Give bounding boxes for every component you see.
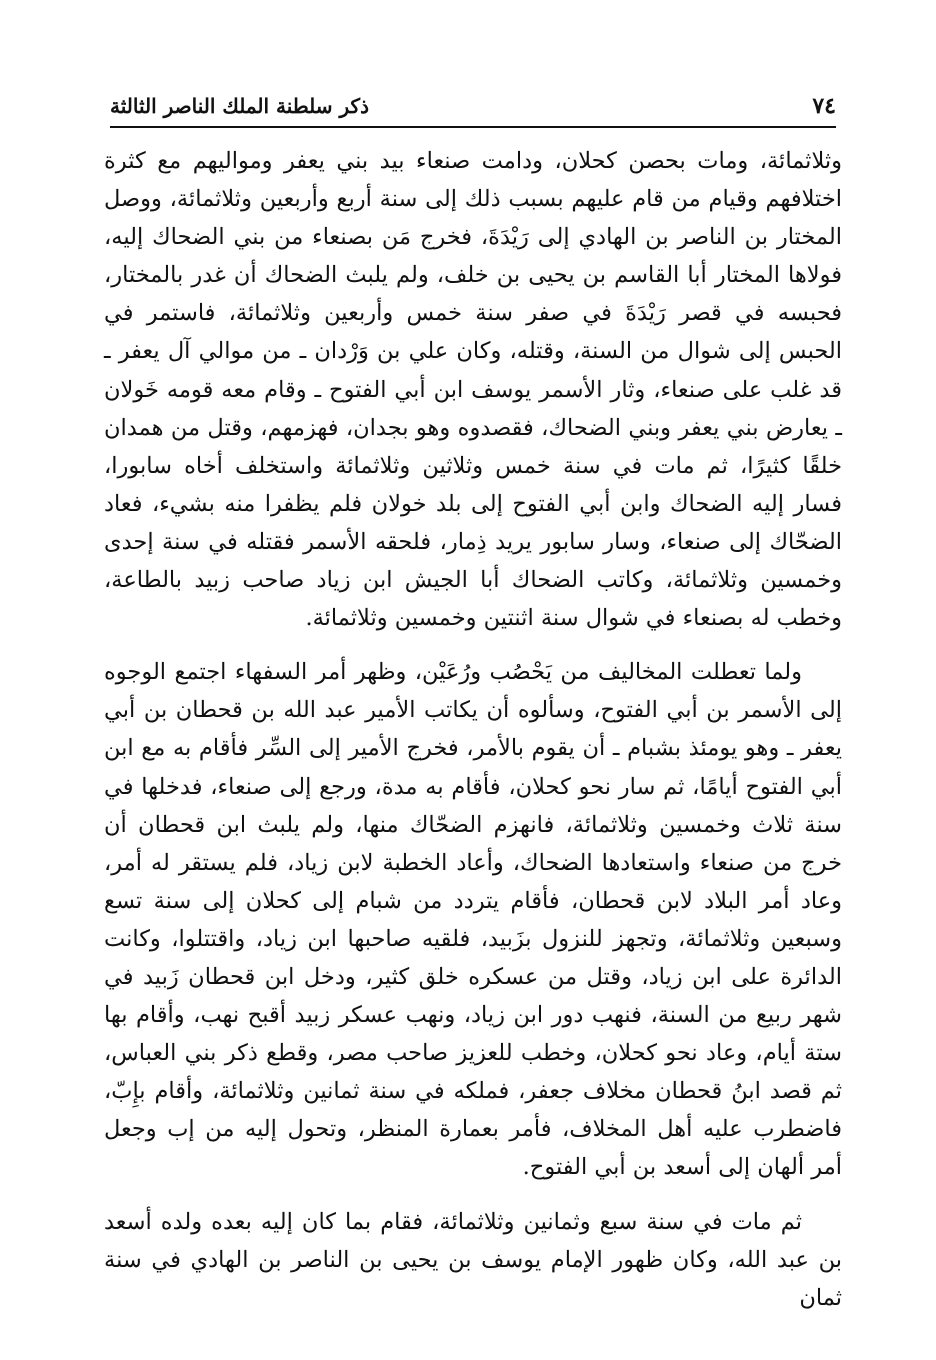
page-number: ٧٤ [812, 93, 836, 119]
paragraph-3: ثم مات في سنة سبع وثمانين وثلاثمائة، فقام بما كان إليه بعده ولده أسعد بن عبد الله، وكان ظهور الإمام يوسف بن يحيى بن الناصر بن الهادي في سنة ثمان [104, 1208, 842, 1311]
paragraph-2: ولما تعطلت المخاليف من يَحْصُب ورُعَيْن، وظهر أمر السفهاء اجتمع الوجوه إلى الأسمر بن أبي الفتوح، وسألوه أن يكاتب الأمير عبد الله بن قحطان بن أبي يعفر ـ وهو يومئذ بشبام ـ أن يقوم بالأمر، فخرج الأمير إلى السِّر فأقام به مع ابن أبي الفتوح أيامًا، ثم سار نحو كحلان، فأقام به مدة، ورجع إلى صنعاء، فدخلها في سنة ثلاث وخمسين وثلاثمائة، فانهزم الضحّاك منها، ولم يلبث ابن قحطان أن خرج من صنعاء واستعادها الضحاك، وأعاد الخطبة لابن زياد، فلم يستقر له أمر، وعاد أمر البلاد لابن قحطان، فأقام يتردد من شبام إلى كحلان إلى سنة تسع وسبعين وثلاثمائة، وتجهز للنزول بزَبيد، فلقيه صاحبها ابن زياد، واقتتلوا، وكانت الدائرة على ابن زياد، وقتل من عسكره خلق كثير، ودخل ابن قحطان زَبيد في شهر ربيع من السنة، فنهب دور ابن زياد، ونهب عسكر زبيد أقبح نهب، وأقام بها ستة أيام، وعاد نحو كحلان، وخطب للعزيز صاحب مصر، وقطع ذكر بني العباس، ثم قصد ابنُ قحطان مخلاف جعفر، فملكه في سنة ثمانين وثلاثمائة، وأقام بإِبّ، فاضطرب عليه أهل المخلاف، فأمر بعمارة المنظر، وتحول إليه من إب وجعل أمر ألهان إلى أسعد بن أبي الفتوح. [104, 659, 842, 1181]
body-text [104, 142, 842, 1317]
paragraph-1: وثلاثمائة، ومات بحصن كحلان، ودامت صنعاء بيد بني يعفر ومواليهم مع كثرة اختلافهم وقيام من قام عليهم بسبب ذلك إلى سنة أربع وأربعين وثلاثمائة، ووصل المختار بن الناصر بن الهادي إلى رَيْدَةَ، فخرج مَن بصنعاء من بني الضحاك إليه، فولاها المختار أبا القاسم بن يحيى بن خلف، ولم يلبث الضحاك أن غدر بالمختار، فحبسه في قصر رَيْدَةَ في صفر سنة خمس وأربعين وثلاثمائة، فاستمر في الحبس إلى شوال من السنة، وقتله، وكان علي بن وَرْدان ـ من موالي آل يعفر ـ قد غلب على صنعاء، وثار الأسمر يوسف ابن أبي الفتوح ـ وقام معه قومه خَولان ـ يعارض بني يعفر وبني الضحاك، فقصدوه وهو بجدان، فهزمهم، وقتل من همدان خلقًا كثيرًا، ثم مات في سنة خمس وثلاثين وثلاثمائة واستخلف أخاه سابورا، فسار إليه الضحاك وابن أبي الفتوح إلى بلد خولان فلم يظفرا منه بشيء، فعاد الضحّاك إلى صنعاء، وسار سابور يريد ذِمار، فلحقه الأسمر فقتله في سنة إحدى وخمسين وثلاثمائة، وكاتب الضحاك أبا الجيش ابن زياد صاحب زبيد بالطاعة، وخطب له بصنعاء في شوال سنة اثنتين وخمسين وثلاثمائة. [104, 148, 842, 632]
running-title: ذكر سلطنة الملك الناصر الثالثة [110, 94, 369, 118]
page-header [110, 92, 836, 128]
